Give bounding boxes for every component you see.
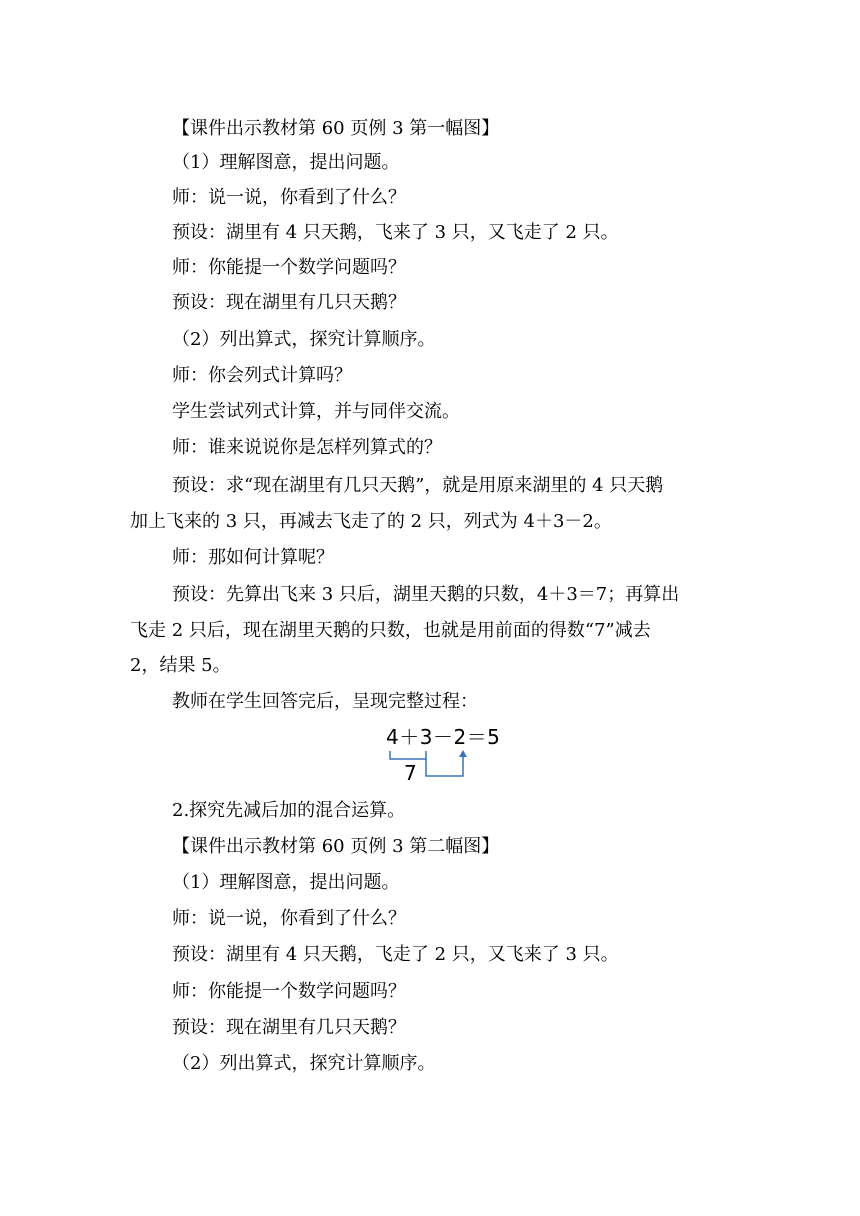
preset-line: 预设：湖里有 4 只天鹅，飞走了 2 只，又飞来了 3 只。	[172, 944, 619, 965]
diagram-intermediate: 7	[404, 761, 417, 785]
slide-note-heading-1: 【课件出示教材第 60 页例 3 第一幅图】	[172, 118, 500, 139]
preset-line: 预设：先算出飞来 3 只后，湖里天鹅的只数，4＋3＝7；再算出	[172, 584, 680, 605]
teacher-line: 教师在学生回答完后，呈现完整过程：	[172, 691, 478, 712]
teacher-line: 师：说一说，你看到了什么？	[172, 908, 406, 929]
preset-line-cont: 加上飞来的 3 只，再减去飞走了的 2 只，列式为 4＋3－2。	[130, 511, 612, 532]
preset-line: 预设：求“现在湖里有几只天鹅”，就是用原来湖里的 4 只天鹅	[172, 475, 664, 496]
preset-line: 预设：现在湖里有几只天鹅？	[172, 292, 406, 313]
step-heading: （1）理解图意，提出问题。	[172, 152, 400, 173]
preset-line-cont: 2，结果 5。	[130, 655, 231, 676]
preset-line-cont: 飞走 2 只后，现在湖里天鹅的只数，也就是用前面的得数“7”减去	[130, 620, 651, 641]
preset-line: 预设：现在湖里有几只天鹅？	[172, 1017, 406, 1038]
teacher-line: 师：说一说，你看到了什么？	[172, 187, 406, 208]
section-heading: 2.探究先减后加的混合运算。	[172, 800, 406, 821]
student-line: 学生尝试列式计算，并与同伴交流。	[172, 401, 460, 422]
step-heading: （1）理解图意，提出问题。	[172, 872, 400, 893]
slide-note-heading-2: 【课件出示教材第 60 页例 3 第二幅图】	[172, 836, 500, 857]
teacher-line: 师：那如何计算呢？	[172, 547, 334, 568]
step-heading: （2）列出算式，探究计算顺序。	[172, 1053, 436, 1074]
step-heading: （2）列出算式，探究计算顺序。	[172, 329, 436, 350]
arrow-line	[426, 756, 463, 776]
arrowhead	[459, 750, 467, 757]
teacher-line: 师：你能提一个数学问题吗？	[172, 981, 406, 1002]
preset-line: 预设：湖里有 4 只天鹅，飞来了 3 只，又飞走了 2 只。	[172, 222, 619, 243]
diagram-expression: 4＋3－2＝5	[386, 725, 501, 749]
teacher-line: 师：你会列式计算吗？	[172, 365, 352, 386]
teacher-line: 师：你能提一个数学问题吗？	[172, 257, 406, 278]
teacher-line: 师：谁来说说你是怎样列算式的？	[172, 437, 442, 458]
bracket-line	[390, 751, 426, 759]
calculation-diagram	[386, 726, 516, 784]
